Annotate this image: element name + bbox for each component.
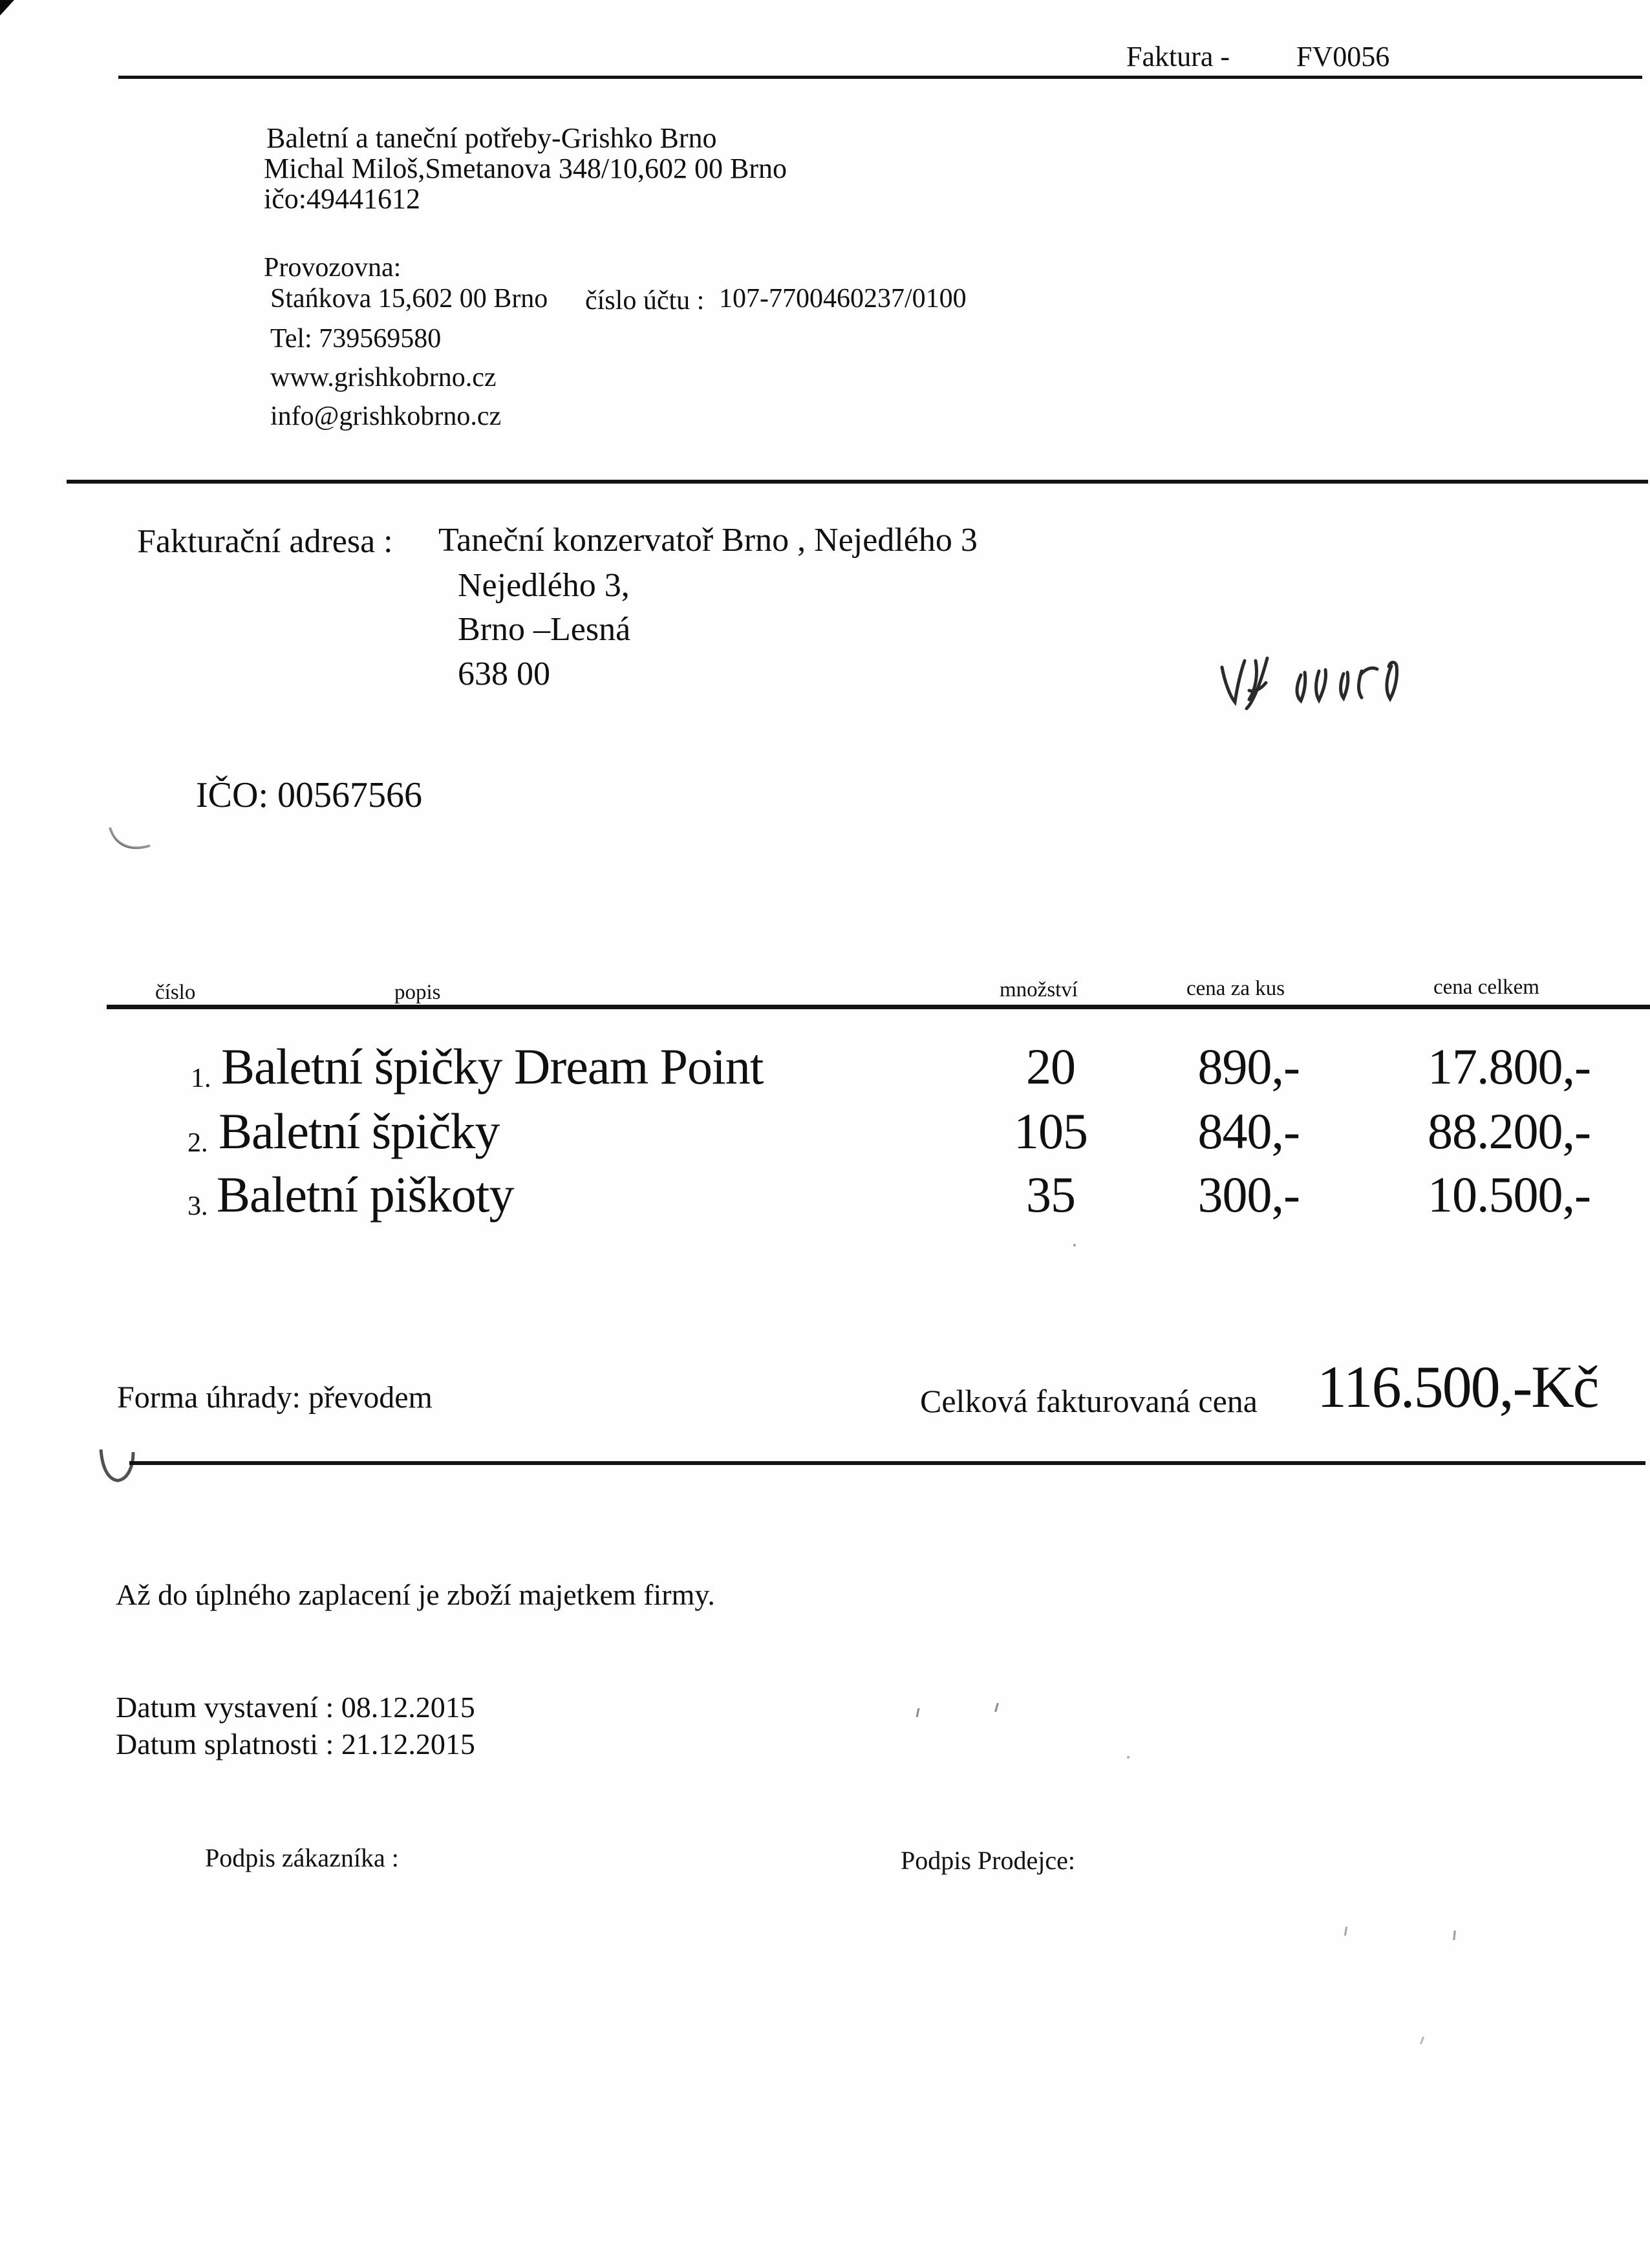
item-unit-price: 890,- bbox=[1197, 1038, 1300, 1095]
billing-city: Brno –Lesná bbox=[458, 611, 631, 648]
total-label: Celková fakturovaná cena bbox=[920, 1383, 1258, 1419]
scan-artifact-crescent bbox=[109, 826, 154, 859]
item-description: Baletní špičky bbox=[219, 1103, 500, 1159]
total-amount: 116.500,-Kč bbox=[1317, 1354, 1598, 1420]
billing-street: Nejedlého 3, bbox=[458, 567, 630, 604]
supplier-ico: ičo:49441612 bbox=[264, 183, 420, 215]
scan-artifact-corner bbox=[0, 0, 14, 16]
supplier-owner-address: Michal Miloš,Smetanova 348/10,602 00 Brno bbox=[264, 153, 788, 184]
scan-artifact-tick bbox=[1344, 1927, 1347, 1936]
item-description: Baletní piškoty bbox=[217, 1166, 514, 1223]
scan-artifact-dot bbox=[1127, 1756, 1130, 1759]
item-unit-price: 840,- bbox=[1197, 1103, 1300, 1159]
payment-method: Forma úhrady: převodem bbox=[117, 1380, 433, 1415]
col-header-description: popis bbox=[394, 981, 441, 1004]
scan-artifact-hook bbox=[97, 1447, 138, 1487]
col-header-unit-price: cena za kus bbox=[1186, 977, 1285, 1000]
item-quantity: 20 bbox=[1026, 1038, 1075, 1095]
premises-label: Provozovna: bbox=[264, 253, 402, 283]
ownership-clause: Až do úplného zaplacení je zboží majetkem firmy. bbox=[116, 1578, 715, 1611]
account-label: číslo účtu : bbox=[585, 286, 705, 316]
col-header-number: číslo bbox=[155, 981, 196, 1004]
customer-ico: IČO: 00567566 bbox=[196, 775, 422, 815]
billing-label: Fakturační adresa : bbox=[137, 523, 393, 560]
doc-type-label: Faktura - bbox=[1126, 41, 1230, 72]
table-header-rule bbox=[107, 1005, 1650, 1009]
date-issued: Datum vystavení : 08.12.2015 bbox=[116, 1691, 475, 1724]
item-quantity: 35 bbox=[1026, 1166, 1075, 1223]
item-quantity: 105 bbox=[1014, 1103, 1088, 1159]
premises-phone: Tel: 739569580 bbox=[270, 324, 442, 354]
scan-artifact-tick bbox=[994, 1703, 999, 1712]
signature-customer-label: Podpis zákazníka : bbox=[205, 1843, 399, 1872]
footer-rule bbox=[129, 1461, 1645, 1465]
item-number: 1. bbox=[191, 1064, 211, 1093]
doc-number: FV0056 bbox=[1296, 41, 1390, 72]
item-number: 3. bbox=[188, 1192, 208, 1221]
billing-zip: 638 00 bbox=[458, 656, 550, 692]
billing-customer: Taneční konzervatoř Brno , Nejedlého 3 bbox=[438, 522, 978, 559]
item-total-price: 10.500,- bbox=[1428, 1166, 1591, 1223]
section-rule bbox=[67, 480, 1648, 484]
col-header-quantity: množství bbox=[1000, 978, 1078, 1001]
account-number: 107-7700460237/0100 bbox=[719, 284, 967, 314]
col-header-total-price: cena celkem bbox=[1433, 976, 1539, 999]
item-total-price: 88.200,- bbox=[1428, 1103, 1591, 1159]
scan-artifact-dot bbox=[1073, 1244, 1076, 1246]
header-rule bbox=[118, 76, 1642, 79]
premises-address: Stańkova 15,602 00 Brno bbox=[270, 284, 548, 314]
scan-artifact-tick bbox=[916, 1708, 920, 1717]
item-description: Baletní špičky Dream Point bbox=[221, 1038, 764, 1095]
premises-website: www.grishkobrno.cz bbox=[270, 363, 497, 392]
premises-email: info@grishkobrno.cz bbox=[270, 401, 502, 431]
date-due: Datum splatnosti : 21.12.2015 bbox=[116, 1728, 475, 1760]
scan-artifact-tick bbox=[1453, 1931, 1456, 1940]
scan-artifact-tick bbox=[1420, 2037, 1424, 2044]
handwritten-note bbox=[1216, 652, 1422, 713]
signature-seller-label: Podpis Prodejce: bbox=[901, 1846, 1075, 1875]
supplier-name: Baletní a taneční potřeby-Grishko Brno bbox=[266, 122, 717, 154]
item-number: 2. bbox=[188, 1128, 208, 1158]
item-unit-price: 300,- bbox=[1197, 1166, 1300, 1223]
item-total-price: 17.800,- bbox=[1428, 1038, 1591, 1095]
